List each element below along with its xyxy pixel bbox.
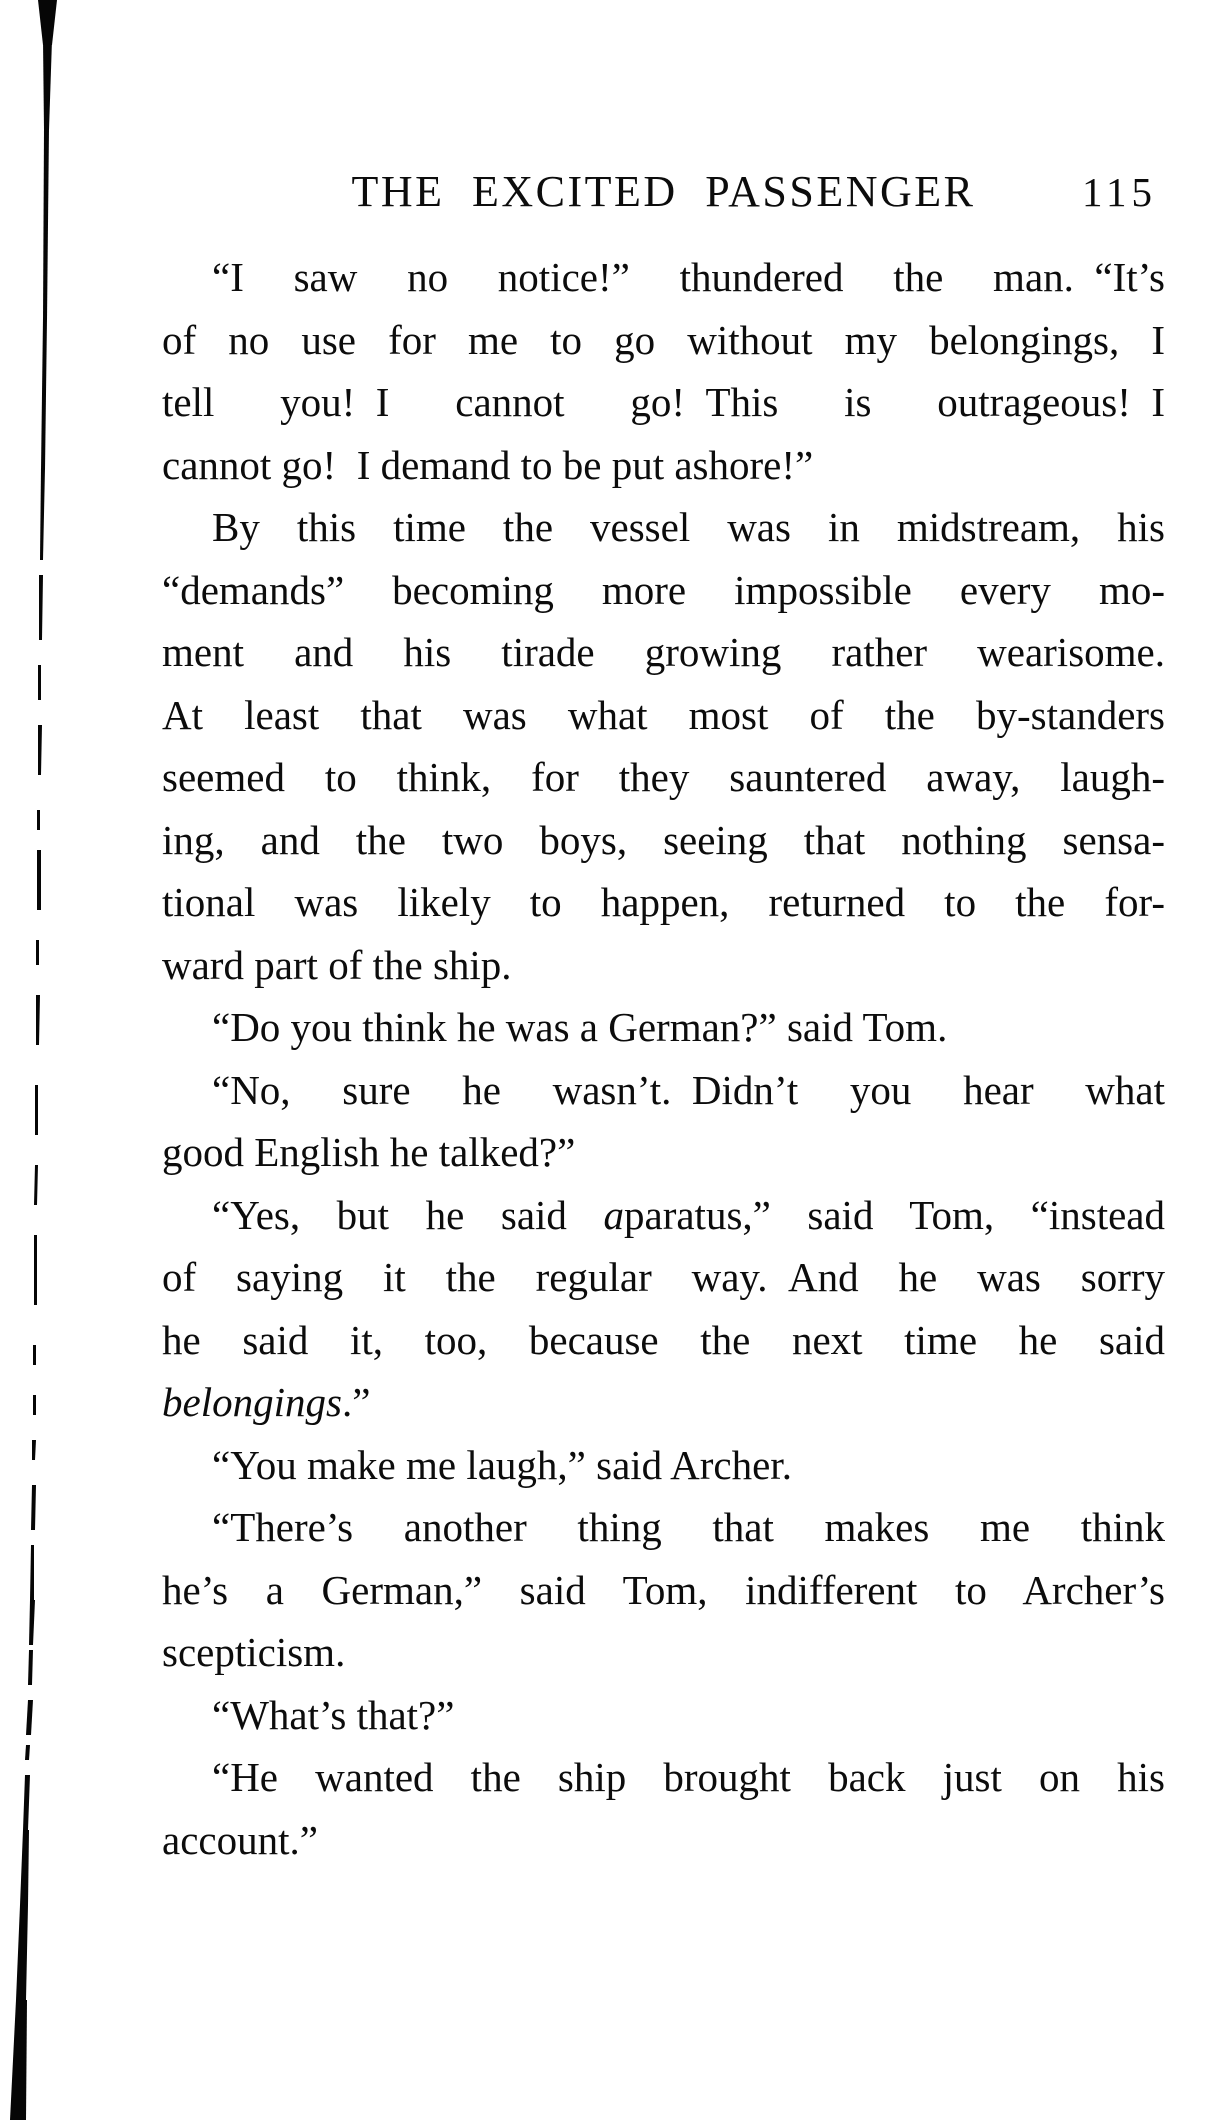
text-run: he said it, too, because the next time he said [162, 1316, 1165, 1363]
text-line [162, 996, 1165, 1059]
text-run: tional was likely to happen, returned to the for- [162, 879, 1165, 925]
text-line [162, 871, 1165, 934]
italic-text-run: a [603, 1191, 624, 1238]
text-line [162, 1746, 1165, 1809]
text-line [162, 1371, 1165, 1434]
text-run: he’s a German,” said Tom, indifferent to Archer’s [162, 1566, 1165, 1613]
text-line [162, 1559, 1165, 1622]
text-line [162, 684, 1165, 747]
text-line [162, 1496, 1165, 1559]
text-line [162, 809, 1165, 872]
text-run: “He wanted the ship brought back just on his [212, 1754, 1165, 1800]
text-run: of saying it the regular way. And he was sorry [162, 1254, 1165, 1300]
text-line [162, 1059, 1165, 1122]
text-line [162, 559, 1165, 622]
text-run: tell you! I cannot go! This is outrageous! I [162, 379, 1165, 425]
text-line [162, 246, 1165, 309]
text-line [162, 934, 1165, 997]
text-line [162, 1684, 1165, 1747]
text-run: .” [341, 1379, 371, 1425]
text-run: ment and his tirade growing rather wearisome. [162, 629, 1165, 675]
text-line [162, 621, 1165, 684]
text-run: seemed to think, for they sauntered away, laugh- [162, 754, 1165, 800]
text-run: “Do you think he was a German?” said Tom. [212, 1004, 948, 1050]
text-line [162, 1309, 1165, 1372]
text-line [162, 1184, 1165, 1247]
text-run: account.” [162, 1816, 318, 1863]
text-line [162, 496, 1165, 559]
page-number: 115 [1082, 169, 1157, 215]
binding-edge-artifact [0, 0, 80, 2120]
italic-text-run: belongings [162, 1379, 342, 1425]
text-run: ing, and the two boys, seeing that nothing sensa- [162, 816, 1165, 863]
text-run: paratus,” said Tom, “instead [624, 1191, 1165, 1238]
text-run: cannot go! I demand to be put ashore!” [162, 441, 814, 488]
text-line [162, 746, 1165, 809]
text-run: “There’s another thing that makes me think [212, 1504, 1165, 1550]
text-run: “demands” becoming more impossible every mo- [162, 566, 1165, 613]
text-line [162, 1621, 1165, 1684]
running-header [162, 162, 1165, 224]
text-run: “No, sure he wasn’t. Didn’t you hear what [212, 1066, 1165, 1113]
text-line [162, 1809, 1165, 1872]
text-run: of no use for me to go without my belongings, I [162, 316, 1165, 363]
text-run: “What’s that?” [212, 1691, 455, 1738]
text-run: “Yes, but he said [212, 1191, 604, 1238]
body-text [162, 246, 1165, 1871]
text-line [162, 371, 1165, 434]
text-line [162, 309, 1165, 372]
text-run: “I saw no notice!” thundered the man. “It’s [212, 254, 1165, 300]
text-line [162, 434, 1165, 497]
text-line [162, 1121, 1165, 1184]
running-header-title: THE EXCITED PASSENGER [351, 167, 976, 216]
text-line [162, 1434, 1165, 1497]
text-line [162, 1246, 1165, 1309]
text-run: scepticism. [162, 1629, 346, 1675]
text-run: At least that was what most of the by-standers [162, 691, 1165, 738]
text-run: “You make me laugh,” said Archer. [212, 1441, 792, 1488]
text-run: By this time the vessel was in midstream, his [212, 504, 1165, 550]
text-run: ward part of the ship. [162, 941, 512, 988]
text-run: good English he talked?” [162, 1129, 576, 1175]
